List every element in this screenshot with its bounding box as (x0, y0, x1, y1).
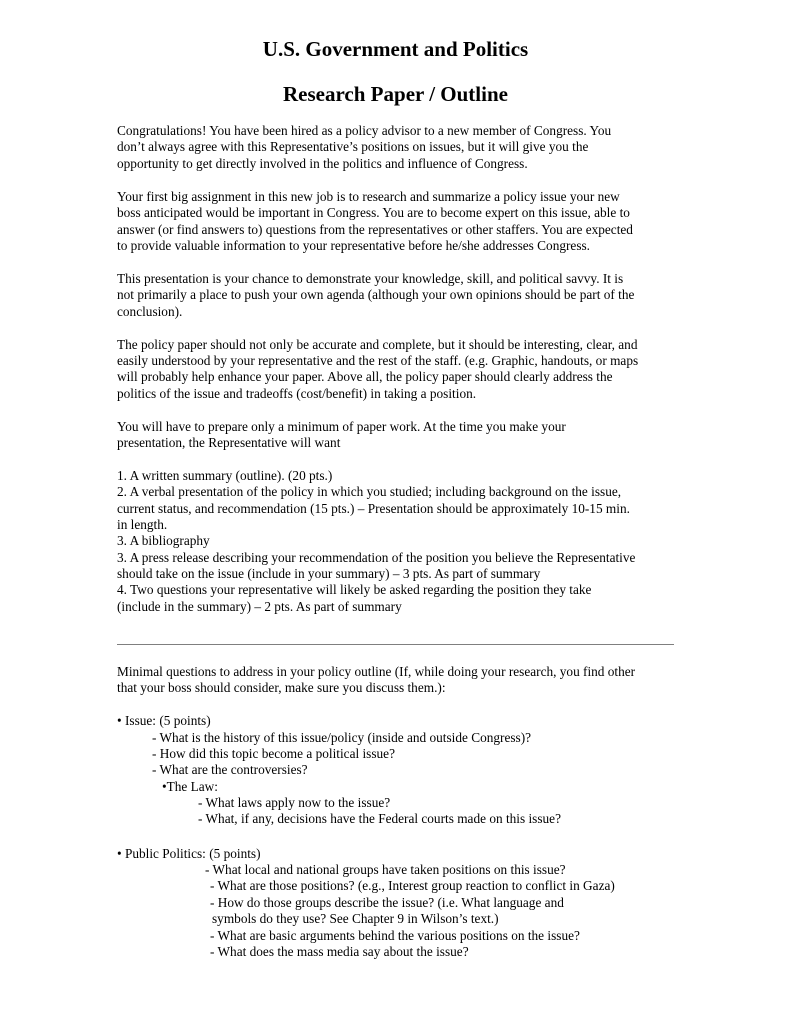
text-line: opportunity to get directly involved in the politics and influence of Congress. (117, 156, 528, 171)
list-item: 3. A press release describing your recommendation of the position you believe the Representative (117, 550, 636, 565)
list-item: - What laws apply now to the issue? (198, 795, 391, 810)
list-item: 1. A written summary (outline). (20 pts.) (117, 468, 333, 483)
list-item: in length. (117, 517, 168, 532)
text-line: Minimal questions to address in your policy outline (If, while doing your research, you find other (117, 664, 636, 679)
law-heading: •The Law: (162, 779, 218, 794)
list-item: current status, and recommendation (15 pts.) – Presentation should be approximately 10-15 min. (117, 501, 630, 516)
list-item: 2. A verbal presentation of the policy in which you studied; including background on the issue, (117, 484, 622, 499)
list-item: 3. A bibliography (117, 533, 210, 548)
text-line: Congratulations! You have been hired as a policy advisor to a new member of Congress. You (117, 123, 612, 138)
text-line: You will have to prepare only a minimum of paper work. At the time you make your (117, 419, 566, 434)
list-item: - What does the mass media say about the issue? (210, 944, 469, 959)
list-item: - What, if any, decisions have the Federal courts made on this issue? (198, 811, 561, 826)
text-line: answer (or find answers to) questions from the representatives or other staffers. You are expected (117, 222, 633, 237)
list-item: 4. Two questions your representative will likely be asked regarding the position they take (117, 582, 592, 597)
text-line: will probably help enhance your paper. Above all, the policy paper should clearly address the (117, 369, 613, 384)
list-item: - What are the controversies? (152, 762, 308, 777)
text-line: conclusion). (117, 304, 183, 319)
text-line: boss anticipated would be important in Congress. You are to become expert on this issue, able to (117, 205, 630, 220)
text-line: politics of the issue and tradeoffs (cost/benefit) in taking a position. (117, 386, 477, 401)
public-politics-heading: • Public Politics: (5 points) (117, 846, 261, 861)
list-item: - What are those positions? (e.g., Interest group reaction to conflict in Gaza) (210, 878, 615, 893)
text-line: presentation, the Representative will want (117, 435, 341, 450)
list-item: - What are basic arguments behind the various positions on the issue? (210, 928, 580, 943)
text-line: not primarily a place to push your own agenda (although your own opinions should be part of the (117, 287, 635, 302)
text-line: easily understood by your representative and the rest of the staff. (e.g. Graphic, handouts, or maps (117, 353, 639, 368)
text-line: to provide valuable information to your representative before he/she addresses Congress. (117, 238, 591, 253)
text-line: The policy paper should not only be accurate and complete, but it should be interesting, clear, and (117, 337, 638, 352)
text-line: This presentation is your chance to demonstrate your knowledge, skill, and political savvy. It is (117, 271, 624, 286)
list-item: - What is the history of this issue/policy (inside and outside Congress)? (152, 730, 532, 745)
text-line: don’t always agree with this Representative’s positions on issues, but it will give you the (117, 139, 589, 154)
list-item: - How do those groups describe the issue? (i.e. What language and (210, 895, 564, 910)
text-line: that your boss should consider, make sure you discuss them.): (117, 680, 446, 695)
issue-heading: • Issue: (5 points) (117, 713, 211, 728)
list-item: should take on the issue (include in your summary) – 3 pts. As part of summary (117, 566, 541, 581)
document-subtitle: Research Paper / Outline (283, 82, 508, 106)
document-title: U.S. Government and Politics (262, 37, 529, 61)
list-item: (include in the summary) – 2 pts. As part of summary (117, 599, 402, 614)
text-line: Your first big assignment in this new job is to research and summarize a policy issue your new (117, 189, 620, 204)
horizontal-divider (117, 644, 674, 645)
list-item: - What local and national groups have taken positions on this issue? (205, 862, 566, 877)
list-item: symbols do they use? See Chapter 9 in Wilson’s text.) (212, 911, 499, 926)
list-item: - How did this topic become a political issue? (152, 746, 395, 761)
